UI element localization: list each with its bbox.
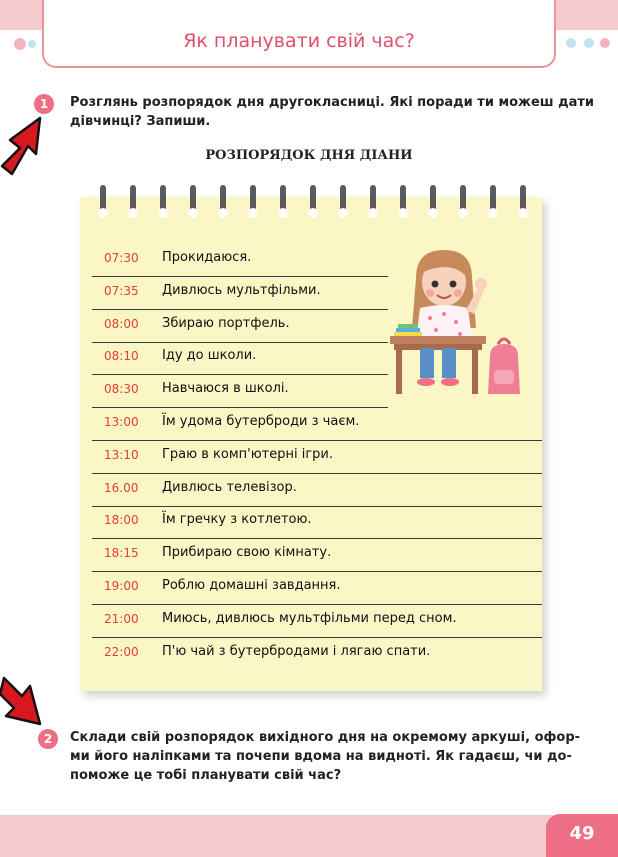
schedule-time: 08:00 xyxy=(104,316,139,331)
schedule-activity: Прибираю свою кімнату. xyxy=(162,545,332,561)
schedule-time: 19:00 xyxy=(104,579,139,593)
schedule-activity: Роблю домашні завдання. xyxy=(162,578,341,593)
schedule-row xyxy=(92,408,542,441)
decor-dot xyxy=(584,38,594,48)
schedule-activity: Миюсь, дивлюсь мультфільми перед сном. xyxy=(162,610,457,626)
schedule-time: 07:35 xyxy=(104,283,139,298)
schedule-time: 18:00 xyxy=(104,513,139,528)
schedule-activity: Їм удома бутерброди з чаєм. xyxy=(162,414,360,429)
schedule-time: 08:10 xyxy=(104,349,139,364)
decor-dot xyxy=(14,38,26,50)
task-2-line: Склади свій розпорядок вихідного дня на окремому аркуші, офор- xyxy=(70,730,581,745)
schedule-activity: Іду до школи. xyxy=(162,348,257,364)
schedule-row xyxy=(92,441,542,474)
spiral-binding-icon xyxy=(80,183,542,223)
schedule-row xyxy=(92,310,388,343)
schedule-activity: Дивлюсь мультфільми. xyxy=(162,282,321,298)
schedule-row xyxy=(92,277,388,310)
schedule-row xyxy=(92,375,388,408)
schedule-activity: Дивлюсь телевізор. xyxy=(162,479,297,495)
schedule-activity: Граю в комп'ютерні ігри. xyxy=(162,446,333,462)
page-number: 49 xyxy=(569,823,595,844)
girl-at-desk-illustration xyxy=(386,248,526,398)
task-1-text xyxy=(70,93,594,131)
schedule-row xyxy=(92,638,542,670)
task-2-line: поможе це тобі планувати свій час? xyxy=(70,768,342,783)
schedule-time: 18:15 xyxy=(104,546,139,561)
task-1-line: Розглянь розпорядок дня другокласниці. Які поради ти можеш дати xyxy=(70,95,595,110)
decor-dot xyxy=(566,38,576,48)
red-arrow-icon xyxy=(0,108,44,178)
schedule-time: 21:00 xyxy=(104,611,139,626)
schedule-row xyxy=(92,506,542,539)
task-number-badge: 2 xyxy=(38,729,58,749)
schedule-row xyxy=(92,605,542,638)
schedule-activity: П'ю чай з бутербродами і лягаю спати. xyxy=(162,643,431,659)
page-title: Як планувати свій час? xyxy=(183,30,415,52)
task-1-line: дівчинці? Запиши. xyxy=(70,114,211,129)
schedule-activity: Їм гречку з котлетою. xyxy=(162,512,312,528)
schedule-row xyxy=(92,244,388,277)
page-number-tab xyxy=(546,814,618,857)
schedule-row xyxy=(92,572,542,605)
schedule-row xyxy=(92,474,542,507)
schedule-time: 13:00 xyxy=(104,415,139,429)
footer-band xyxy=(0,815,618,857)
schedule-time: 13:10 xyxy=(104,447,139,462)
task-2-line: ми його наліпками та почепи вдома на видноті. Як гадаєш, чи до- xyxy=(70,749,572,764)
decor-dot xyxy=(600,38,610,48)
task-2-text xyxy=(70,728,580,785)
header-box xyxy=(42,0,556,68)
schedule-time: 16.00 xyxy=(104,480,139,495)
schedule-row xyxy=(92,342,388,375)
schedule-time: 22:00 xyxy=(104,644,139,659)
schedule-time: 07:30 xyxy=(104,251,139,265)
schedule-row xyxy=(92,539,542,572)
schedule-activity: Збираю портфель. xyxy=(162,315,290,331)
schedule-time: 08:30 xyxy=(104,382,139,397)
decor-dot xyxy=(28,40,36,48)
red-arrow-icon xyxy=(0,672,44,734)
task-number-badge: 1 xyxy=(34,94,54,114)
schedule-activity: Навчаюся в школі. xyxy=(162,381,289,397)
schedule-activity: Прокидаюся. xyxy=(162,250,252,265)
schedule-heading: РОЗПОРЯДОК ДНЯ ДІАНИ xyxy=(205,148,413,163)
